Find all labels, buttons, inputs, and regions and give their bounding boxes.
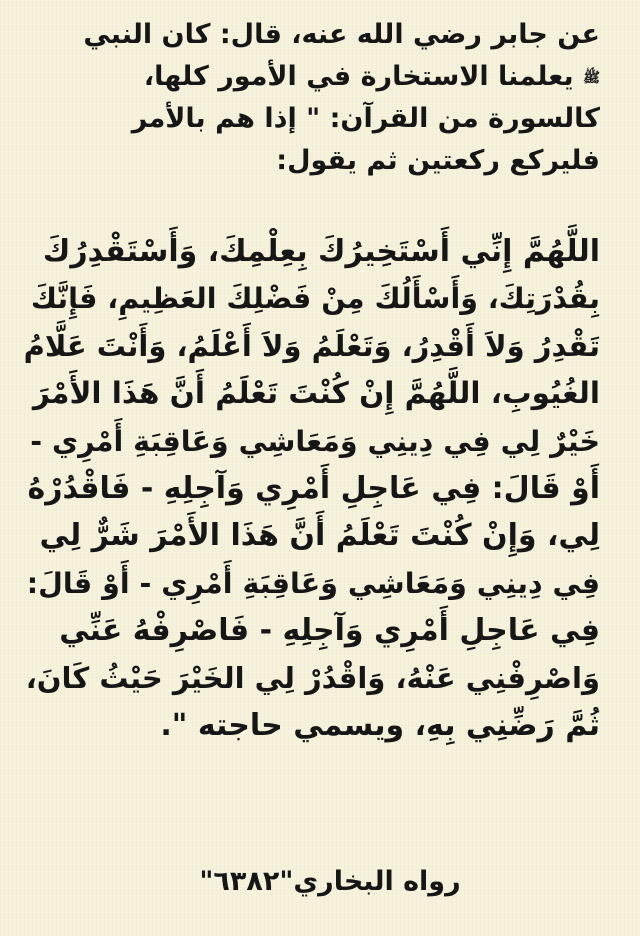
dua-line: خَيْرٌ لِي فِي دِينِي وَمَعَاشِي وَعَاقِبَةِ أَمْرِي - bbox=[30, 424, 600, 458]
dua-line: ثُمَّ رَضِّنِي بِهِ، ويسمي حاجته ". bbox=[160, 708, 600, 744]
intro-line-4: فليركع ركعتين ثم يقول: bbox=[276, 145, 600, 176]
dua-line: فِي دِينِي وَمَعَاشِي وَعَاقِبَةِ أَمْرِي - أَوْ قَالَ: bbox=[26, 566, 600, 600]
dua-line: لِي، وَإِنْ كُنْتَ تَعْلَمُ أَنَّ هَذَا الأَمْرَ شَرٌّ لِي bbox=[39, 518, 600, 554]
dua-line: اللَّهُمَّ إِنِّي أَسْتَخِيرُكَ بِعِلْمِكَ، وَأَسْتَقْدِرُكَ bbox=[42, 234, 600, 269]
hadith-intro bbox=[24, 14, 600, 182]
intro-line-1: عن جابر رضي الله عنه، قال: كان النبي bbox=[83, 19, 600, 50]
dua-line: أَوْ قَالَ: فِي عَاجِلِ أَمْرِي وَآجِلِهِ - فَاقْدُرْهُ bbox=[27, 471, 600, 507]
dua-line: بِقُدْرَتِكَ، وَأَسْأَلُكَ مِنْ فَضْلِكَ العَظِيمِ، فَإِنَّكَ bbox=[30, 282, 600, 316]
hadith-source: رواه البخاري"٦٣٨٢" bbox=[199, 866, 461, 897]
spacer bbox=[24, 182, 600, 228]
intro-line-3: كالسورة من القرآن: " إذا هم بالأمر bbox=[131, 103, 600, 134]
dua-line: تَقْدِرُ وَلاَ أَقْدِرُ، وَتَعْلَمُ وَلاَ أَعْلَمُ، وَأَنْتَ عَلَّامُ bbox=[23, 328, 600, 363]
pbuh-symbol: ﷺ bbox=[583, 69, 600, 86]
dua-line: وَاصْرِفْنِي عَنْهُ، وَاقْدُرْ لِي الخَيْرَ حَيْثُ كَانَ، bbox=[25, 660, 600, 695]
istikhara-dua bbox=[24, 228, 600, 749]
intro-line-2-text: يعلمنا الاستخارة في الأمور كلها، bbox=[143, 61, 574, 92]
intro-line-2 bbox=[24, 56, 600, 98]
dua-line: فِي عَاجِلِ أَمْرِي وَآجِلِهِ - فَاصْرِفْهُ عَنِّي bbox=[59, 613, 600, 649]
dua-line: الغُيُوبِ، اللَّهُمَّ إِنْ كُنْتَ تَعْلَمُ أَنَّ هَذَا الأَمْرَ bbox=[32, 376, 600, 411]
